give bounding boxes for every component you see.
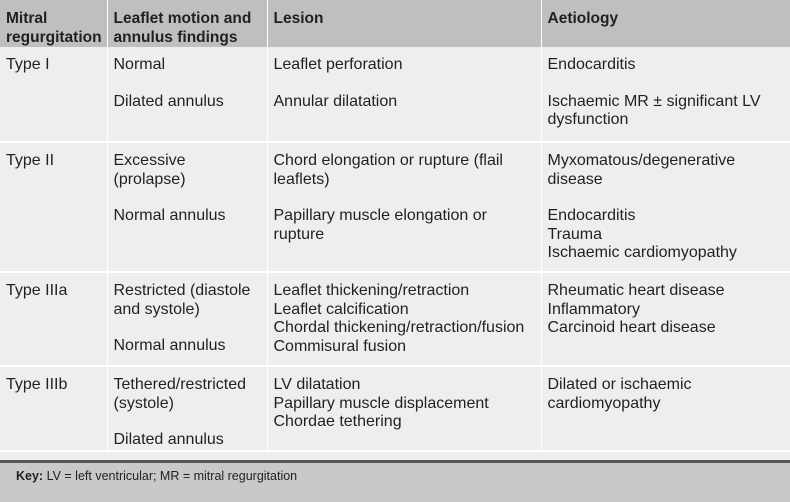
cell-line: Rheumatic heart disease	[547, 282, 725, 299]
cell-line: Restricted (diastole	[113, 282, 251, 299]
cell-line: leaflets)	[273, 170, 330, 188]
cell-item	[114, 376, 261, 413]
cell-lesion	[267, 142, 541, 272]
cell-line: Papillary muscle displacement	[273, 394, 489, 412]
cell-item	[274, 56, 535, 75]
cell-line: and systole)	[113, 300, 200, 318]
cell-line: Chordal thickening/retraction/fusion	[273, 319, 525, 336]
cell-item	[114, 93, 261, 112]
cell-line: Endocarditis	[547, 56, 636, 73]
cell-line: Mitral	[6, 10, 48, 27]
cell-aetiology	[541, 366, 790, 451]
cell-line: Lesion	[273, 10, 324, 27]
cell-line: cardiomyopathy	[547, 394, 661, 412]
cell-type: Type IIIa	[0, 272, 107, 366]
cell-line: (systole)	[113, 394, 174, 412]
cell-line: Trauma	[547, 225, 603, 243]
cell-item	[114, 207, 261, 226]
cell-line: Chordae tethering	[273, 413, 402, 430]
cell-line: regurgitation	[6, 29, 102, 46]
cell-item	[114, 337, 261, 356]
cell-line: Ischaemic MR ± significant LV	[547, 92, 761, 110]
cell-item	[274, 376, 535, 432]
cell-item	[274, 93, 535, 112]
cell-line: Annular dilatation	[273, 92, 398, 110]
cell-motion	[107, 272, 267, 366]
cell-line: Excessive (prolapse)	[113, 152, 186, 188]
cell-item	[114, 431, 261, 450]
cell-item	[274, 207, 535, 244]
cell-item	[548, 207, 785, 263]
cell-line: Dilated annulus	[113, 431, 224, 448]
cell-aetiology	[541, 142, 790, 272]
cell-item	[548, 56, 785, 75]
cell-lesion	[267, 272, 541, 366]
cell-line: Leaflet calcification	[273, 300, 409, 318]
header-mitral-regurgitation	[0, 0, 107, 47]
cell-line: Myxomatous/degenerative	[547, 152, 736, 169]
cell-line: Endocarditis	[547, 207, 636, 224]
cell-lesion	[267, 366, 541, 451]
cell-item	[548, 282, 785, 338]
header-aetiology	[541, 0, 790, 47]
key-label: Key:	[16, 469, 44, 483]
cell-line: Normal annulus	[113, 207, 226, 224]
cell-line: Tethered/restricted	[113, 376, 247, 393]
cell-line: Carcinoid heart disease	[547, 319, 716, 336]
cell-line: Chord elongation or rupture (flail	[273, 152, 503, 169]
cell-item	[274, 282, 535, 356]
cell-line: Leaflet motion and	[113, 10, 252, 27]
cell-item	[548, 376, 785, 413]
table-row	[0, 142, 790, 272]
cell-motion	[107, 47, 267, 142]
table-body	[0, 47, 790, 451]
cell-type: Type I	[0, 47, 107, 142]
cell-line: Leaflet thickening/retraction	[273, 282, 470, 299]
cell-line: Inflammatory	[547, 300, 640, 318]
cell-item	[114, 282, 261, 319]
table-row	[0, 272, 790, 366]
cell-type: Type IIIb	[0, 366, 107, 451]
cell-line: Dilated or ischaemic	[547, 376, 692, 393]
cell-type: Type II	[0, 142, 107, 272]
cell-line: Aetiology	[547, 10, 619, 27]
table-header-row	[0, 0, 790, 47]
header-leaflet-motion	[107, 0, 267, 47]
cell-item	[548, 93, 785, 130]
cell-line: Dilated annulus	[113, 92, 224, 110]
cell-line: Commisural fusion	[273, 337, 406, 355]
cell-aetiology	[541, 47, 790, 142]
cell-lesion	[267, 47, 541, 142]
table-row	[0, 47, 790, 142]
cell-line: Ischaemic cardiomyopathy	[547, 244, 737, 261]
cell-item	[114, 152, 261, 189]
cell-motion	[107, 366, 267, 451]
cell-line: dysfunction	[547, 111, 629, 128]
cell-line: Normal annulus	[113, 337, 226, 354]
cell-line: LV dilatation	[273, 376, 361, 393]
key-text: LV = left ventricular; MR = mitral regurgitation	[43, 469, 298, 483]
table-key-footnote	[0, 460, 790, 502]
cell-line: Leaflet perforation	[273, 56, 403, 73]
cell-line: annulus findings	[113, 29, 238, 46]
cell-line: disease	[547, 170, 603, 188]
table-row	[0, 366, 790, 451]
cell-aetiology	[541, 272, 790, 366]
cell-item	[548, 152, 785, 189]
cell-item	[114, 56, 261, 75]
cell-line: Normal	[113, 56, 166, 73]
cell-line: Papillary muscle elongation or	[273, 207, 487, 224]
cell-line: rupture	[273, 225, 325, 243]
cell-item	[274, 152, 535, 189]
header-lesion	[267, 0, 541, 47]
cell-motion	[107, 142, 267, 272]
